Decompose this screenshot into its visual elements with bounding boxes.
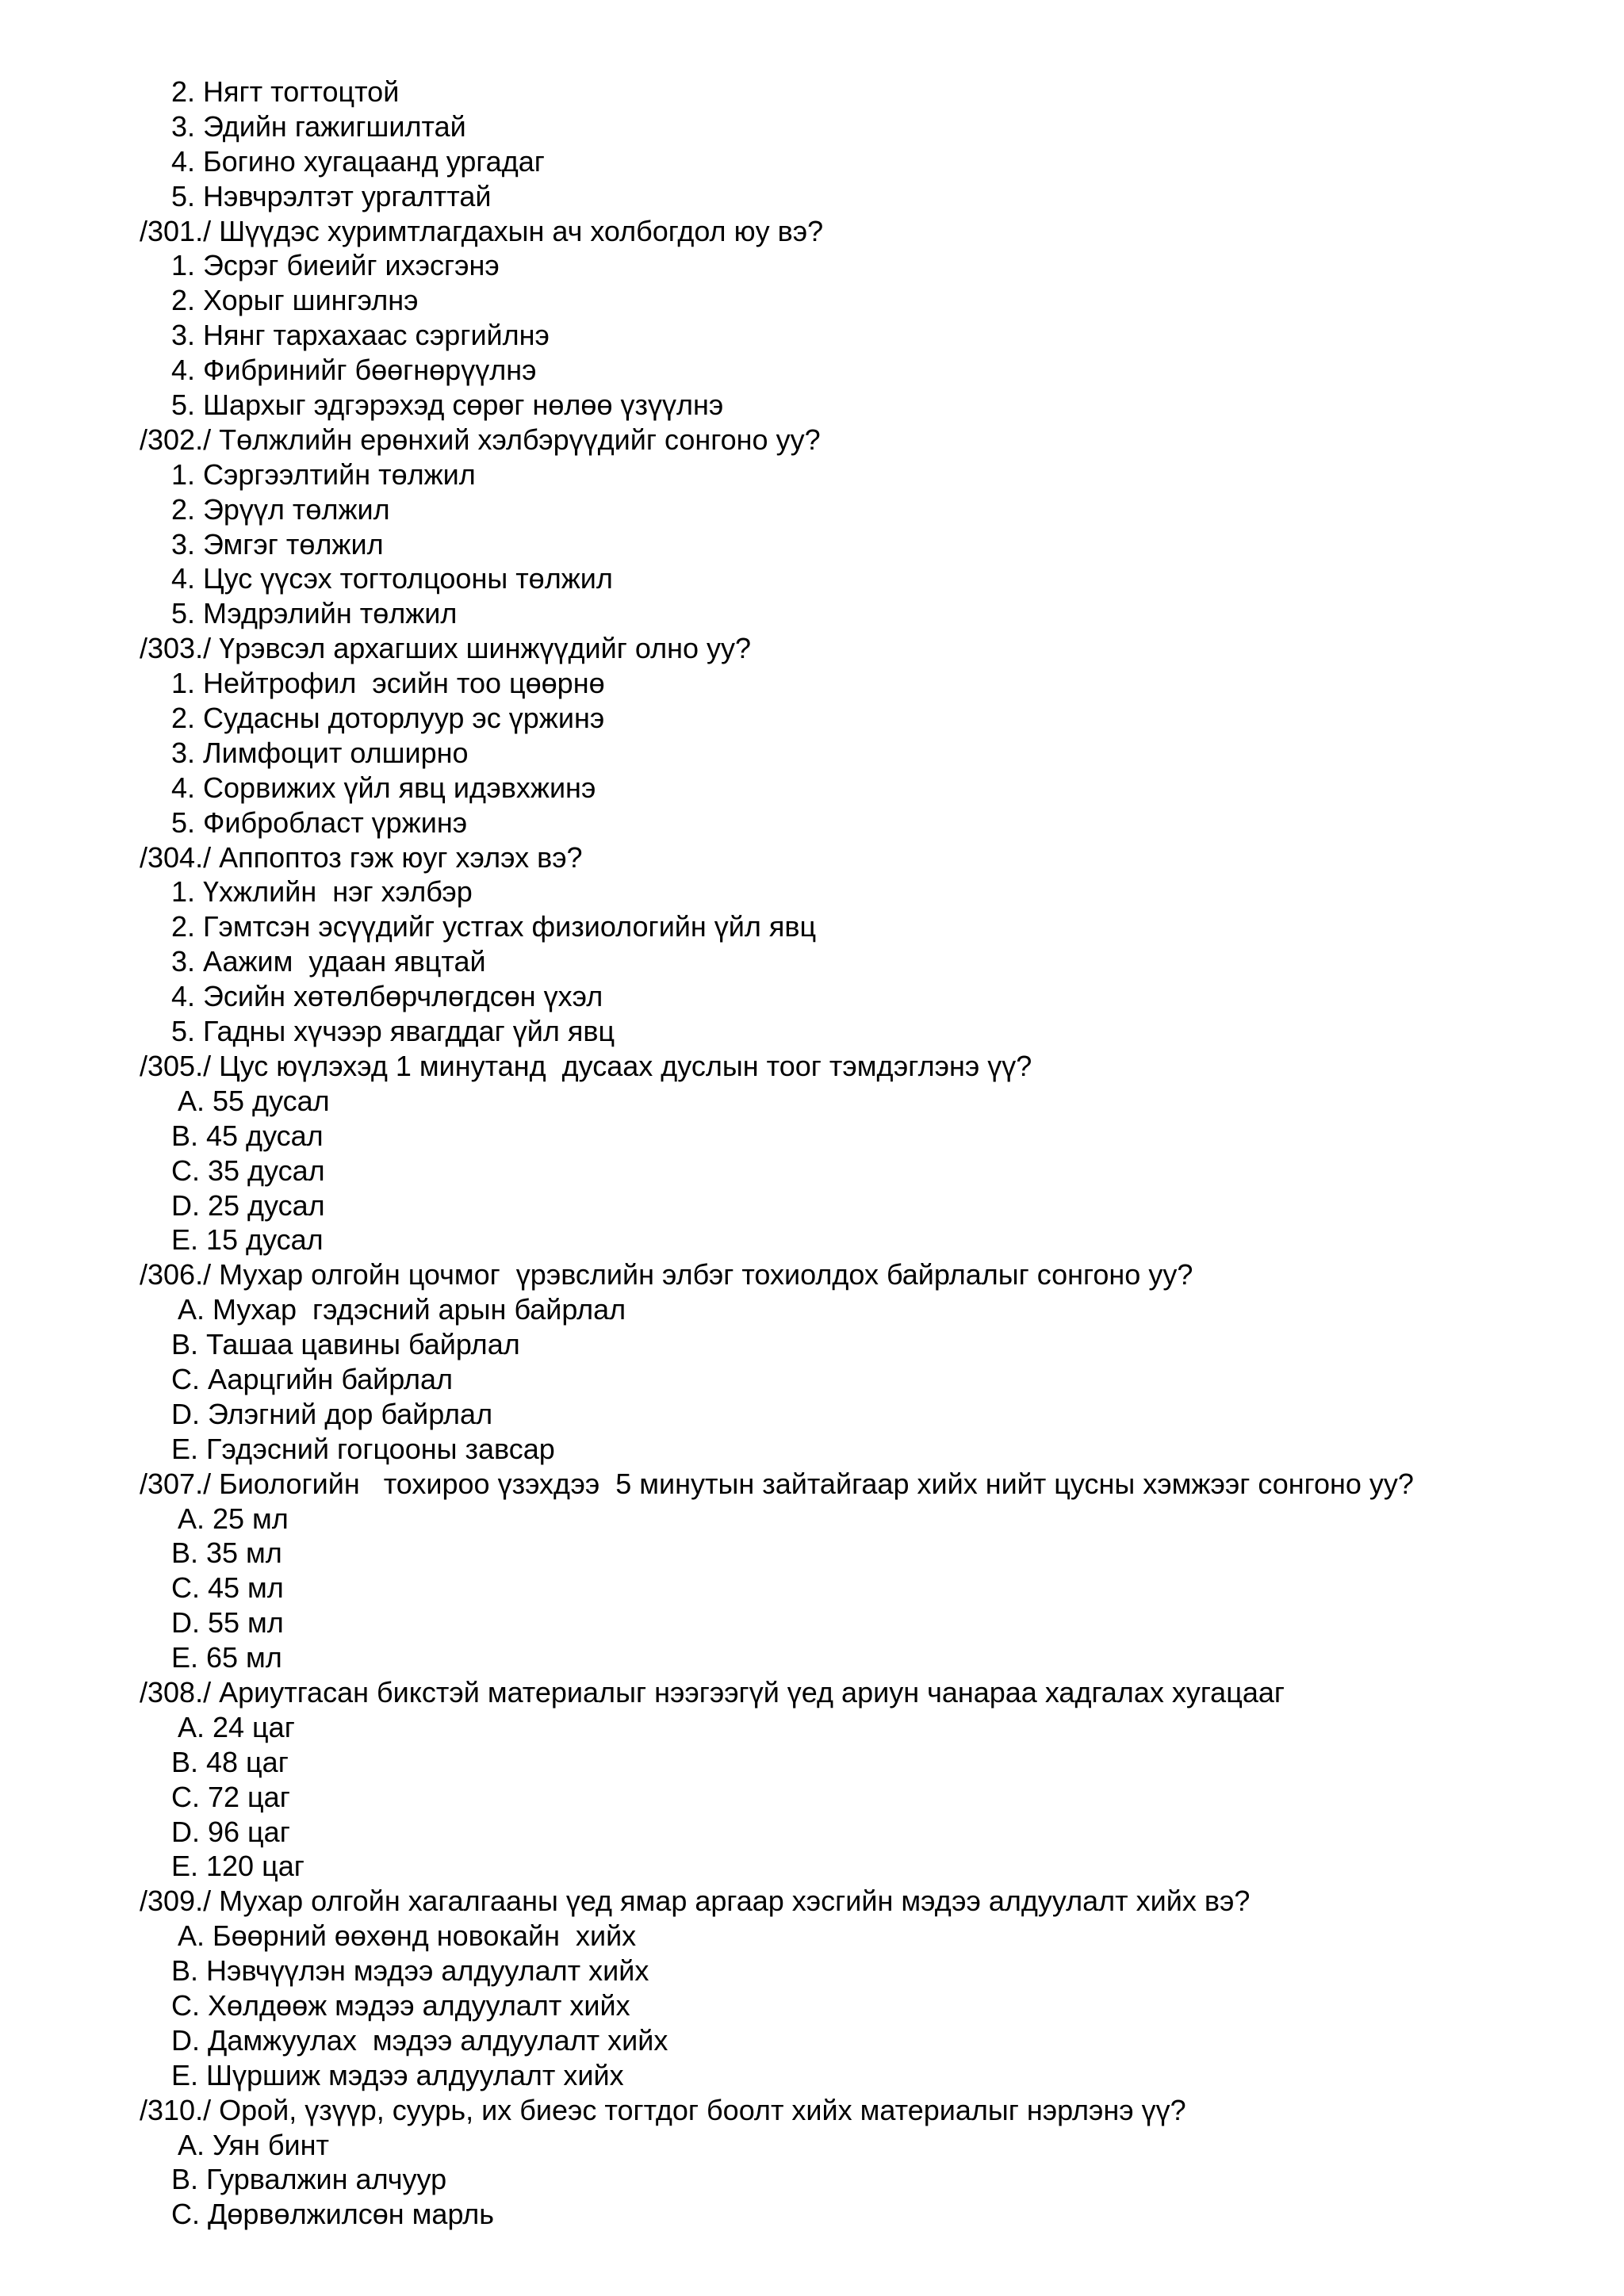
option-line: 1. Үхжлийн нэг хэлбэр xyxy=(171,875,473,909)
option-line: 4. Богино хугацаанд ургадаг xyxy=(171,144,545,178)
option-line: 3. Аажим удаан явцтай xyxy=(171,945,486,978)
option-line: D. 55 мл xyxy=(171,1606,284,1640)
option-line: 4. Сорвижих үйл явц идэвхжинэ xyxy=(171,771,596,804)
option-line: 3. Нянг тархахаас сэргийлнэ xyxy=(171,319,550,352)
question-line: /308./ Ариутгасан бикстэй материалыг нээгээгүй үед ариун чанараа хадгалах хугацааг xyxy=(140,1675,1285,1709)
option-line: E. Шүршиж мэдээ алдуулалт хийх xyxy=(171,2058,624,2091)
question-line: /303./ Үрэвсэл архагших шинжүүдийг олно уу? xyxy=(140,632,752,665)
option-line: A. Уян бинт xyxy=(178,2128,329,2161)
option-line: A. Бөөрний өөхөнд новокайн хийх xyxy=(178,1919,637,1953)
option-line: C. 72 цаг xyxy=(171,1780,290,1813)
option-line: 5. Фибробласт үржинэ xyxy=(171,806,468,839)
option-line: D. Элэгний дор байрлал xyxy=(171,1397,493,1430)
option-line: 5. Гадны хүчээр явагддаг үйл явц xyxy=(171,1015,615,1048)
option-line: 2. Гэмтсэн эсүүдийг устгах физиологийн үйл явц xyxy=(171,910,817,943)
option-line: 4. Эсийн хөтөлбөрчлөгдсөн үхэл xyxy=(171,980,603,1013)
option-line: 2. Эрүүл төлжил xyxy=(171,492,390,526)
option-line: A. 24 цаг xyxy=(178,1710,295,1743)
option-line: 2. Нягт тогтоцтой xyxy=(171,75,400,108)
option-line: E. 15 дусал xyxy=(171,1223,324,1257)
question-line: /304./ Аппоптоз гэж юуг хэлэх вэ? xyxy=(140,840,583,874)
option-line: C. Дөрвөлжилсөн марль xyxy=(171,2198,495,2231)
question-list xyxy=(0,75,1624,2232)
option-line: 1. Эсрэг биеийг ихэсгэнэ xyxy=(171,249,500,282)
option-line: 5. Нэвчрэлтэт ургалттай xyxy=(171,179,492,212)
option-line: A. 25 мл xyxy=(178,1502,289,1535)
option-line: C. 45 мл xyxy=(171,1571,284,1605)
option-line: E. Гэдэсний гогцооны завсар xyxy=(171,1432,555,1465)
option-line: 2. Судасны доторлуур эс үржинэ xyxy=(171,702,605,735)
option-line: 3. Лимфоцит олширно xyxy=(171,736,469,769)
option-line: 4. Фибринийг бөөгнөрүүлнэ xyxy=(171,354,537,387)
option-line: 5. Шархыг эдгэрэхэд сөрөг нөлөө үзүүлнэ xyxy=(171,388,724,422)
option-line: E. 120 цаг xyxy=(171,1850,304,1883)
option-line: D. Дамжуулах мэдээ алдуулалт хийх xyxy=(171,2023,668,2057)
question-line: /309./ Мухар олгойн хагалгааны үед ямар аргаар хэсгийн мэдээ алдуулалт хийх вэ? xyxy=(140,1885,1251,1918)
option-line: E. 65 мл xyxy=(171,1641,282,1674)
question-line: /306./ Мухар олгойн цочмог үрэвслийн элбэг тохиолдох байрлалыг сонгоно уу? xyxy=(140,1258,1193,1292)
option-line: B. 48 цаг xyxy=(171,1745,289,1778)
option-line: 4. Цус үүсэх тогтолцооны төлжил xyxy=(171,562,613,595)
option-line: 1. Нейтрофил эсийн тоо цөөрнө xyxy=(171,667,605,700)
option-line: C. Хөлдөөж мэдээ алдуулалт хийх xyxy=(171,1988,630,2022)
option-line: B. Гурвалжин алчуур xyxy=(171,2163,447,2196)
option-line: 1. Сэргээлтийн төлжил xyxy=(171,457,476,491)
question-line: /302./ Төлжлийн ерөнхий хэлбэрүүдийг сонгоно уу? xyxy=(140,423,821,456)
option-line: 3. Эмгэг төлжил xyxy=(171,527,384,561)
option-line: B. Ташаа цавины байрлал xyxy=(171,1328,520,1361)
option-line: C. 35 дусал xyxy=(171,1154,325,1187)
option-line: 5. Мэдрэлийн төлжил xyxy=(171,597,458,630)
option-line: 2. Хорыг шингэлнэ xyxy=(171,284,419,317)
option-line: 3. Эдийн гажигшилтай xyxy=(171,109,466,143)
question-line: /301./ Шүүдэс хуримтлагдахын ач холбогдол юу вэ? xyxy=(140,214,824,247)
question-line: /305./ Цус юүлэхэд 1 минутанд дусаах дуслын тоог тэмдэглэнэ үү? xyxy=(140,1049,1032,1082)
option-line: D. 96 цаг xyxy=(171,1815,290,1848)
question-line: /310./ Орой, үзүүр, суурь, их биеэс тогтдог боолт хийх материалыг нэрлэнэ үү? xyxy=(140,2093,1186,2126)
option-line: D. 25 дусал xyxy=(171,1188,325,1222)
option-line: A. 55 дусал xyxy=(178,1084,330,1117)
option-line: C. Аарцгийн байрлал xyxy=(171,1362,454,1395)
option-line: B. 35 мл xyxy=(171,1536,282,1570)
question-line: /307./ Биологийн тохироо үзэхдээ 5 минутын зайтайгаар хийх нийт цусны хэмжээг сонгоно уу? xyxy=(140,1467,1414,1500)
option-line: B. Нэвчүүлэн мэдээ алдуулалт хийх xyxy=(171,1954,649,1988)
option-line: A. Мухар гэдэсний арын байрлал xyxy=(178,1293,626,1326)
option-line: B. 45 дусал xyxy=(171,1119,324,1152)
